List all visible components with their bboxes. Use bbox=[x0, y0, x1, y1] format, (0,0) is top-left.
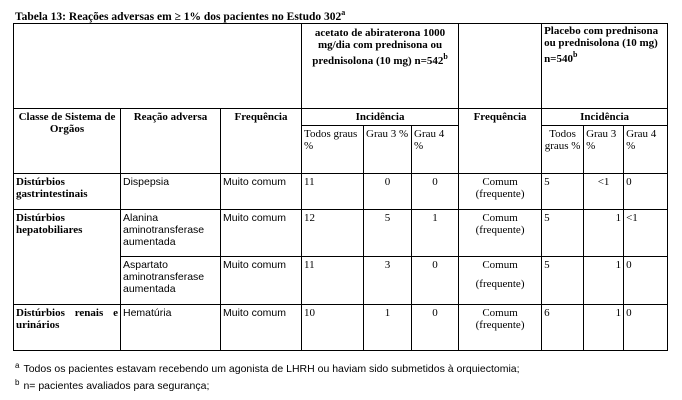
pla-all-grades-cell: 5 bbox=[542, 257, 584, 305]
pla-all-grades-cell: 6 bbox=[542, 305, 584, 351]
abi-grade4-header: Grau 4 % bbox=[412, 126, 459, 174]
frequency-cell: Comum (frequente) bbox=[459, 210, 542, 257]
abi-grade4-cell: 0 bbox=[412, 174, 459, 210]
incidence-header-placebo: Incidência bbox=[542, 109, 668, 126]
pla-grade4-cell: <1 bbox=[624, 210, 668, 257]
pla-grade3-header: Grau 3 % bbox=[584, 126, 624, 174]
frequency-cell: Muito comum bbox=[221, 210, 302, 257]
frequency-header-placebo: Frequência bbox=[459, 109, 542, 174]
system-class-cell: Distúrbios gastrintestinais bbox=[14, 174, 121, 210]
system-class-header: Classe de Sistema de Orgãos bbox=[14, 109, 121, 174]
pla-grade3-cell: 1 bbox=[584, 305, 624, 351]
table-row bbox=[14, 174, 668, 210]
pla-grade4-cell: 0 bbox=[624, 305, 668, 351]
adverse-reaction-header: Reação adversa bbox=[121, 109, 221, 174]
abi-grade3-cell: 1 bbox=[364, 305, 412, 351]
pla-grade3-cell: 1 bbox=[584, 210, 624, 257]
pla-grade3-cell: <1 bbox=[584, 174, 624, 210]
pla-grade4-cell: 0 bbox=[624, 174, 668, 210]
footnote-b: $^b$ n= pacientes avaliados para segurança; bbox=[15, 378, 210, 392]
pla-all-grades-header: Todos graus % bbox=[542, 126, 584, 174]
abi-grade4-cell: 0 bbox=[412, 305, 459, 351]
table-caption: Tabela 13: Reações adversas em ≥ 1% dos pacientes no Estudo 302$^a$ bbox=[15, 8, 346, 23]
table-row bbox=[14, 305, 668, 351]
frequency-cell: Muito comum bbox=[221, 174, 302, 210]
empty-header-cell bbox=[14, 24, 302, 109]
pla-all-grades-cell: 5 bbox=[542, 210, 584, 257]
placebo-group-header: Placebo com prednisona ou prednisolona (10 mg) $n=540^b$ bbox=[542, 24, 668, 109]
caption-footnote-mark: a bbox=[341, 8, 346, 17]
abi-all-grades-cell: 11 bbox=[302, 257, 364, 305]
reaction-cell: Dispepsia bbox=[121, 174, 221, 210]
adverse-reactions-table bbox=[13, 23, 668, 351]
system-class-cell: Distúrbios renais e urinários bbox=[14, 305, 121, 351]
footnote-a: $^a$ Todos os pacientes estavam recebendo um agonista de LHRH ou haviam sido submetidos à orquiectomia; bbox=[15, 361, 520, 375]
abi-all-grades-header: Todos graus % bbox=[302, 126, 364, 174]
incidence-header-abiraterone: Incidência bbox=[302, 109, 459, 126]
reaction-cell: Alanina aminotransferase aumentada bbox=[121, 210, 221, 257]
abi-all-grades-cell: 10 bbox=[302, 305, 364, 351]
pla-grade4-header: Grau 4 % bbox=[624, 126, 668, 174]
abi-all-grades-cell: 12 bbox=[302, 210, 364, 257]
frequency-cell: Muito comum bbox=[221, 305, 302, 351]
reaction-cell: Aspartato aminotransferase aumentada bbox=[121, 257, 221, 305]
abi-all-grades-cell: 11 bbox=[302, 174, 364, 210]
pla-grade4-cell: 0 bbox=[624, 257, 668, 305]
column-header-row bbox=[14, 109, 668, 126]
abi-grade3-header: Grau 3 % bbox=[364, 126, 412, 174]
frequency-cell: Comum (frequente) bbox=[459, 174, 542, 210]
abi-grade3-cell: 0 bbox=[364, 174, 412, 210]
abiraterone-group-header: acetato de abiraterona 1000 mg/dia com prednisona ou prednisolona (10 mg) $n=542^b$ bbox=[302, 24, 459, 109]
frequency-header-abiraterone: Frequência bbox=[221, 109, 302, 174]
table-row bbox=[14, 210, 668, 257]
reaction-cell: Hematúria bbox=[121, 305, 221, 351]
abi-grade3-cell: 3 bbox=[364, 257, 412, 305]
pla-all-grades-cell: 5 bbox=[542, 174, 584, 210]
empty-header-cell bbox=[459, 24, 542, 109]
frequency-cell: Comum (frequente) bbox=[459, 305, 542, 351]
frequency-cell: Comum (frequente) bbox=[459, 257, 542, 305]
group-header-row bbox=[14, 24, 668, 109]
abi-grade4-cell: 1 bbox=[412, 210, 459, 257]
abi-grade4-cell: 0 bbox=[412, 257, 459, 305]
system-class-cell: Distúrbios hepatobiliares bbox=[14, 210, 121, 305]
frequency-cell: Muito comum bbox=[221, 257, 302, 305]
pla-grade3-cell: 1 bbox=[584, 257, 624, 305]
abi-grade3-cell: 5 bbox=[364, 210, 412, 257]
